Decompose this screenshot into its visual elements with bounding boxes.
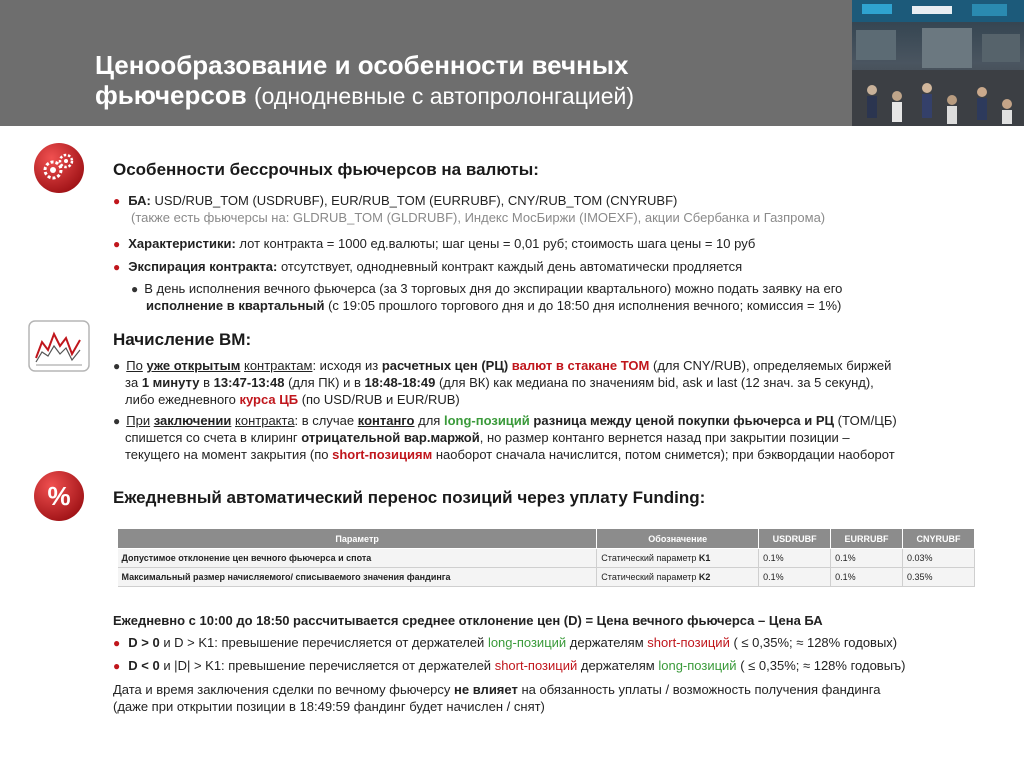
title-line-2	[95, 80, 634, 111]
cell-cny: 0.35%	[903, 568, 975, 587]
title-light-part: (однодневные с автопролонгацией)	[253, 83, 635, 109]
funding-positive-line: ● D > 0 и D > K1: превышение перечисляется от держателей long-позиций держателям short-позиций ( ≤ 0,35%; ≈ 128% годовых)	[113, 635, 898, 650]
col-header-cny: CNYRUBF	[903, 529, 975, 549]
vm-open-line-3: либо ежедневного курса ЦБ (по USD/RUB и EUR/RUB)	[125, 392, 460, 407]
final-note-line-2: (даже при открытии позиции в 18:49:59 фандинг будет начислен / снят)	[113, 699, 545, 714]
red-bullet-icon: ●	[113, 194, 121, 208]
cell-param: Допустимое отклонение цен вечного фьючерса и спота	[118, 549, 597, 568]
cell-cny: 0.03%	[903, 549, 975, 568]
percent-icon	[33, 470, 85, 522]
funding-negative-line: ● D < 0 и |D| > K1: превышение перечисляется от держателей short-позиций держателям long-позиций ( ≤ 0,35%; ≈ 128% годовыъ)	[113, 658, 906, 673]
ba-note: (также есть фьючерсы на: GLDRUB_TOM (GLDRUBF), Индекс МосБиржи (IMOEXF), акции Сбербанка и Газпрома)	[131, 210, 826, 225]
slide-title	[95, 50, 634, 111]
vm-new-line-2: спишется со счета в клиринг отрицательной вар.маржой, но размер контанго вернется назад при закрытии позиции –	[125, 430, 850, 445]
title-bold-part: фьючерсов	[95, 80, 247, 110]
cell-usd: 0.1%	[759, 549, 831, 568]
section-title-vm: Начисление ВМ:	[113, 330, 252, 349]
expiration-line	[113, 258, 742, 276]
trading-floor-photo	[852, 0, 1024, 126]
black-bullet-icon: ●	[113, 414, 121, 428]
slide-header	[0, 0, 1024, 126]
black-bullet-icon: ●	[131, 282, 139, 296]
execution-text-1: В день исполнения вечного фьючерса (за 3 торговых дня до экспирации квартального) можно подать заявку на его	[144, 281, 843, 296]
daily-calc-line: Ежедневно с 10:00 до 18:50 рассчитывается среднее отклонение цен (D) = Цена вечного фьючерса – Цена БА	[113, 613, 823, 628]
cell-symbol: Статический параметр K1	[597, 549, 759, 568]
col-header-symbol: Обозначение	[597, 529, 759, 549]
ba-line	[113, 192, 677, 210]
chart-icon	[28, 320, 90, 372]
title-line-1: Ценообразование и особенности вечных	[95, 50, 629, 80]
vm-open-line-1: ● По уже открытым контрактам: исходя из расчетных цен (РЦ) валют в стакане TOM (для CNY/RUB), определяемых биржей	[113, 358, 892, 373]
funding-table	[117, 528, 975, 587]
table-row	[118, 549, 975, 568]
vm-new-line-3: текущего на момент закрытия (по short-позициям наоборот сначала начислится, потом снимется); при бэквордации наоборот	[125, 447, 895, 462]
cell-usd: 0.1%	[759, 568, 831, 587]
red-bullet-icon: ●	[113, 636, 121, 650]
final-note-line-1: Дата и время заключения сделки по вечному фьючерсу не влияет на обязанность уплаты / возможность получения фандинга	[113, 682, 881, 697]
cell-symbol: Статический параметр K2	[597, 568, 759, 587]
characteristics-label: Характеристики:	[128, 236, 236, 251]
ba-text: USD/RUB_TOM (USDRUBF), EUR/RUB_TOM (EURRUBF), CNY/RUB_TOM (CNYRUBF)	[154, 193, 678, 208]
execution-bold: исполнение в квартальный	[146, 298, 325, 313]
ba-label: БА:	[128, 193, 151, 208]
characteristics-text: лот контракта = 1000 ед.валюты; шаг цены = 0,01 руб; стоимость шага цены = 10 руб	[239, 236, 756, 251]
col-header-param: Параметр	[118, 529, 597, 549]
execution-text-2: (с 19:05 прошлого торгового дня и до 18:50 дня исполнения вечного; комиссия = 1%)	[328, 298, 842, 313]
black-bullet-icon: ●	[113, 359, 121, 373]
svg-text:%: %	[47, 481, 71, 511]
gears-icon	[33, 142, 85, 194]
red-bullet-icon: ●	[113, 237, 121, 251]
expiration-text: отсутствует, однодневный контракт каждый день автоматически продляется	[280, 259, 743, 274]
cell-eur: 0.1%	[831, 549, 903, 568]
table-row	[118, 568, 975, 587]
table-header-row	[118, 529, 975, 549]
cell-eur: 0.1%	[831, 568, 903, 587]
vm-new-line-1: ● При заключении контракта: в случае контанго для long-позиций разница между ценой покупки фьючерса и РЦ (TOM/ЦБ)	[113, 413, 897, 428]
characteristics-line	[113, 235, 755, 253]
cell-param: Максимальный размер начисляемого/ списываемого значения фандинга	[118, 568, 597, 587]
col-header-eur: EURRUBF	[831, 529, 903, 549]
execution-line-2	[146, 297, 841, 314]
red-bullet-icon: ●	[113, 260, 121, 274]
col-header-usd: USDRUBF	[759, 529, 831, 549]
expiration-label: Экспирация контракта:	[128, 259, 278, 274]
vm-open-line-2: за 1 минуту в 13:47-13:48 (для ПК) и в 18:48-18:49 (для ВК) как медиана по значениям bid, ask и last (12 знач. за 5 секунд),	[125, 375, 874, 390]
section-title-funding: Ежедневный автоматический перенос позиций через уплату Funding:	[113, 488, 706, 507]
section-title-features: Особенности бессрочных фьючерсов на валюты:	[113, 160, 539, 179]
red-bullet-icon: ●	[113, 659, 121, 673]
execution-line-1	[131, 280, 842, 298]
